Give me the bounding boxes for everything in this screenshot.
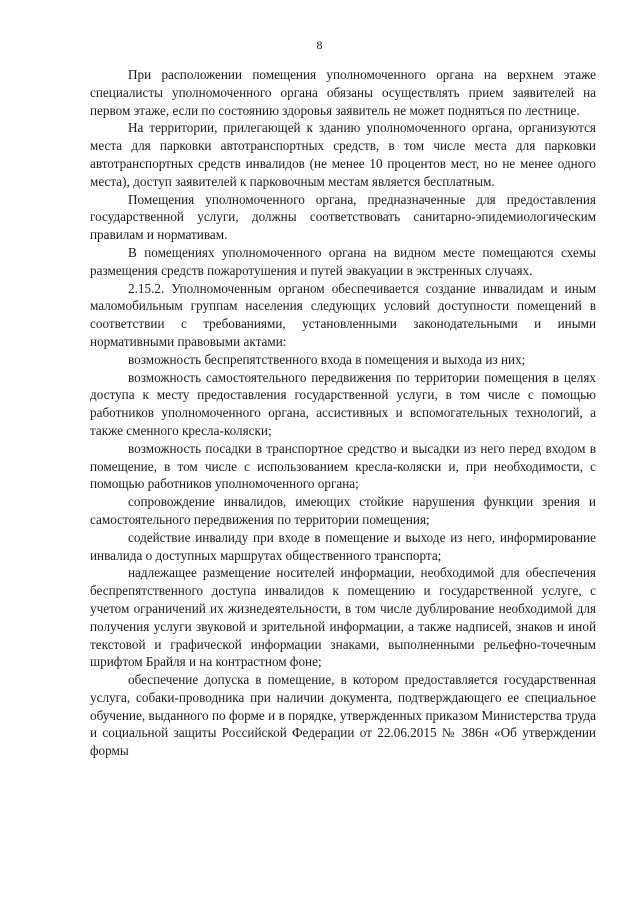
paragraph: надлежащее размещение носителей информации, необходимой для обеспечения беспрепятственного доступа инвалидов к помещению и государственной услуге, с учетом ограничений их жизнедеятельности, в том числе дублирование необходимой для получения услуги звуковой и зрительной информации, а также надписей, знаков и иной текстовой и графической информации знаками, выполненными рельефно-точечным шрифтом Брайля и на контрастном фоне; <box>90 565 596 670</box>
paragraph: обеспечение допуска в помещение, в котором предоставляется государственная услуга, собаки-проводника при наличии документа, подтверждающего ее специальное обучение, выданного по форме и в порядке, утвержденных приказом Министерства труда и социальной защиты Российской Федерации от 22.06.2015 № 386н «Об утверждении формы <box>90 672 596 759</box>
paragraph: В помещениях уполномоченного органа на видном месте помещаются схемы размещения средств пожаротушения и путей эвакуации в экстренных случаях. <box>90 244 596 278</box>
paragraph: На территории, прилегающей к зданию уполномоченного органа, организуются места для парковки автотранспортных средств, в том числе места для парковки автотранспортных средств инвалидов (не менее 10 процентов мест, но не менее одного места), доступ заявителей к парковочным местам является бесплатным. <box>90 120 596 189</box>
paragraph: При расположении помещения уполномоченного органа на верхнем этаже специалисты уполномоченного органа обязаны осуществлять прием заявителей на первом этаже, если по состоянию здоровья заявитель не может подняться по лестнице. <box>90 67 596 118</box>
paragraph: Помещения уполномоченного органа, предназначенные для предоставления государственной услуги, должны соответствовать санитарно-эпидемиологическим правилам и нормативам. <box>90 191 596 243</box>
paragraph: возможность беспрепятственного входа в помещения и выхода из них; <box>128 351 526 367</box>
paragraph: содействие инвалиду при входе в помещение и выходе из него, информирование инвалида о доступных маршрутах общественного транспорта; <box>90 529 596 563</box>
document-body <box>90 66 596 760</box>
paragraph: возможность посадки в транспортное средство и высадки из него перед входом в помещение, в том числе с использованием кресла-коляски и, при необходимости, с помощью работников уполномоченного органа; <box>90 440 596 492</box>
paragraph: 2.15.2. Уполномоченным органом обеспечивается создание инвалидам и иным маломобильным группам населения следующих условий доступности помещений в соответствии с требованиями, установленными законодательными и иными нормативными правовыми актами: <box>90 280 596 349</box>
paragraph: сопровождение инвалидов, имеющих стойкие нарушения функции зрения и самостоятельного передвижения по территории помещения; <box>90 494 596 527</box>
page-number: 8 <box>316 38 323 52</box>
paragraph: возможность самостоятельного передвижения по территории помещения в целях доступа к месту предоставления государственной услуги, в том числе с помощью работников уполномоченного органа, ассистивных и вспомогательных технологий, а также сменного кресла-коляски; <box>90 369 596 438</box>
